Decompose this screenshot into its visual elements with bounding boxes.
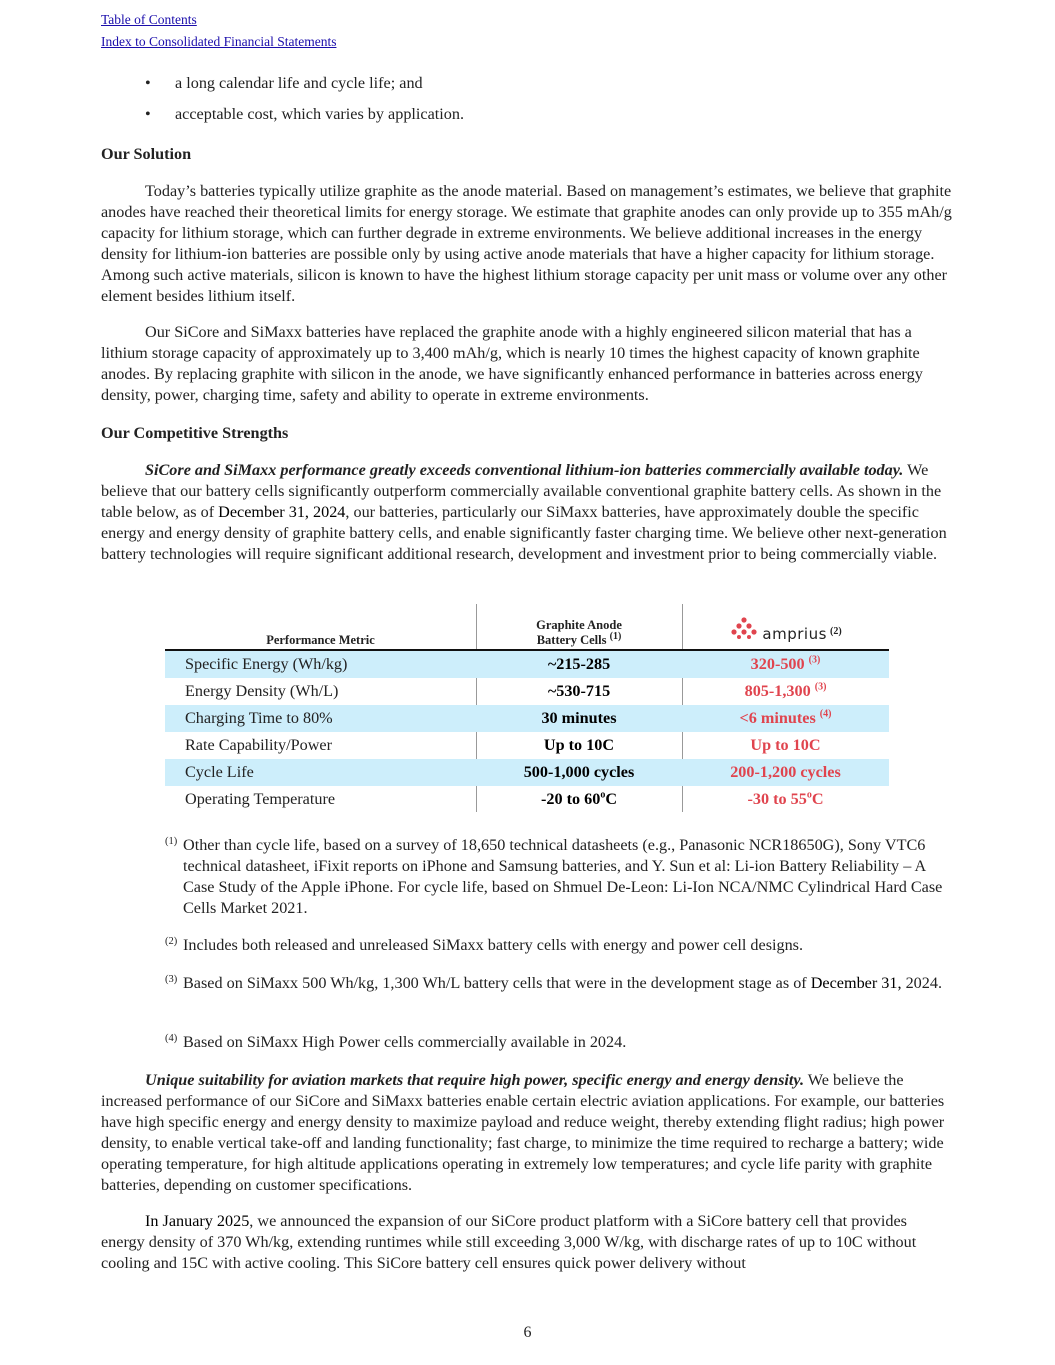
table-row	[165, 732, 889, 759]
header-line: Battery Cells	[536, 633, 607, 647]
date-text: December 31,	[810, 974, 902, 992]
cell-value: -20 to 60	[540, 790, 601, 808]
metric-cell: Operating Temperature	[185, 790, 336, 808]
list-item	[101, 104, 952, 135]
degree-mark: o	[806, 789, 812, 801]
date-text: December 31, 2024	[218, 503, 346, 521]
table-row	[165, 651, 889, 678]
cell-value: -30 to 55	[747, 790, 807, 808]
degree-mark: o	[600, 789, 606, 801]
footnote-ref: (1)	[609, 630, 622, 642]
footnote-number: (1)	[165, 836, 178, 847]
solution-paragraph-1	[101, 181, 952, 307]
amprius-cell	[682, 762, 889, 783]
paragraph-text	[101, 1211, 952, 1274]
footnote-text: Other than cycle life, based on a survey of 18,650 technical datasheets (e.g., Panasonic NCR18650G), Sony VTC6 technical datasheet, iFixit reports on iPhone and Samsung batteries, and Y. Sun et al: Li-ion Battery Reliability – A Case Study of the Apple iPhone. For cycle life, based on Shmuel De-Leon: Li-Ion NCA/NMC Cylindrical Hard Case Cells Market 2021.	[183, 836, 943, 917]
index-financial-statements-link[interactable]: Index to Consolidated Financial Statements	[101, 34, 337, 49]
strengths-paragraph	[101, 460, 952, 565]
header-amprius	[682, 617, 889, 643]
footnote-4	[165, 1032, 952, 1053]
cell-value: 200-1,200 cycles	[730, 763, 841, 781]
amprius-cell	[682, 789, 889, 810]
cell-unit: C	[811, 790, 824, 808]
lead-sentence: Unique suitability for aviation markets that require high power, specific energy and energy density.	[145, 1071, 805, 1089]
bullet-marker: •	[145, 105, 151, 123]
metric-cell: Rate Capability/Power	[185, 736, 333, 754]
header-line: Graphite Anode	[536, 618, 622, 632]
footnote-number: (2)	[165, 936, 178, 947]
footnote-text: Based on SiMaxx High Power cells commercially available in 2024.	[183, 1033, 627, 1051]
paragraph-fragment: , we announced the expansion of our SiCore product platform with a SiCore battery cell that provides energy density of 370 Wh/kg, extending runtimes while still exceeding 3,000 W/kg, with discharge rates of up to 10C without cooling and 15C with active cooling. This SiCore battery cell ensures quick power delivery without	[101, 1212, 917, 1272]
footnote-number: (4)	[165, 1033, 178, 1044]
paragraph-text: Today’s batteries typically utilize graphite as the anode material. Based on management’s estimates, we believe that graphite anodes have reached their theoretical limits for energy storage. We estimate that graphite anodes can only provide up to 355 mAh/g capacity for lithium storage, which can further degrade in extreme environments. We believe additional increases in the energy density for lithium-ion batteries are possible only by using active anode materials that have a higher capacity for lithium storage. Among such active materials, silicon is known to have the highest lithium storage capacity per unit mass or volume over any other element besides lithium itself.	[101, 182, 952, 305]
metric-cell: Specific Energy (Wh/kg)	[185, 655, 348, 673]
footnote-text: Includes both released and unreleased SiMaxx battery cells with energy and power cell designs.	[183, 936, 804, 954]
list-item	[101, 73, 952, 104]
paragraph-fragment: , our batteries, particularly our SiMaxx batteries, have approximately double the specific energy and energy density of graphite battery cells, and enable significantly faster charging time. We believe other next-generation battery technologies will require significant additional research, development and investment prior to being commercially viable.	[101, 503, 947, 563]
footnote-fragment: 2024.	[905, 974, 942, 992]
january-paragraph	[101, 1211, 952, 1274]
amprius-cell	[682, 708, 889, 729]
footnote-3	[165, 973, 952, 994]
bullet-marker: •	[145, 74, 151, 92]
amprius-cell	[682, 681, 889, 702]
footnote-number: (3)	[165, 974, 178, 985]
performance-comparison-table	[165, 604, 889, 813]
footnote-1	[165, 835, 952, 919]
lead-sentence: SiCore and SiMaxx performance greatly exceeds conventional lithium-ion batteries commercially available today.	[145, 461, 904, 479]
graphite-cell: ~215-285	[547, 655, 611, 673]
footnote-ref: (4)	[819, 708, 832, 720]
footnote-fragment: Based on SiMaxx 500 Wh/kg, 1,300 Wh/L battery cells that were in the development stage as of	[183, 974, 811, 992]
graphite-cell: 500-1,000 cycles	[523, 763, 635, 781]
solution-paragraph-2	[101, 322, 952, 406]
graphite-cell: Up to 10C	[543, 736, 615, 754]
footnote-2	[165, 935, 952, 956]
cell-value: Up to 10C	[750, 736, 821, 754]
table-row	[165, 678, 889, 705]
section-heading-solution: Our Solution	[101, 145, 192, 163]
bullet-list	[101, 73, 952, 135]
amprius-cell	[682, 735, 889, 756]
paragraph-text	[101, 460, 952, 565]
paragraph-fragment: We believe the increased performance of our SiCore and SiMaxx batteries enable certain electric aviation applications. For example, our batteries have high specific energy and energy density to maximize payload and reduce weight, thereby extending flight radius; high power density, to enable vertical take-off and landing functionality; fast charge, to minimize the time required to recharge a battery; wide operating temperature, for high altitude applications operating in extremely low temperatures; and cycle life parity with graphite batteries, depending on customer specifications.	[101, 1071, 945, 1194]
paragraph-text	[101, 1070, 952, 1196]
cell-unit: C	[605, 790, 618, 808]
footnote-ref: (3)	[808, 654, 821, 666]
footnote-ref: (2)	[830, 625, 842, 637]
table-header	[165, 604, 889, 651]
header-graphite	[476, 618, 682, 648]
graphite-cell	[476, 789, 682, 810]
table-row	[165, 759, 889, 786]
bullet-text: a long calendar life and cycle life; and	[175, 74, 423, 92]
header-performance-metric: Performance Metric	[266, 633, 375, 647]
cell-value: 805-1,300	[744, 682, 811, 700]
table-row	[165, 786, 889, 813]
footnote-ref: (3)	[814, 681, 827, 693]
amprius-cell	[682, 654, 889, 675]
table-of-contents-link[interactable]: Table of Contents	[101, 12, 197, 27]
cell-value: <6 minutes	[739, 709, 816, 727]
footnote-text	[165, 973, 952, 994]
graphite-cell: ~530-715	[547, 682, 611, 700]
date-text: In January 2025	[145, 1212, 250, 1230]
amprius-dots-icon	[729, 617, 759, 639]
bullet-text: acceptable cost, which varies by application.	[175, 105, 465, 123]
section-heading-strengths: Our Competitive Strengths	[101, 424, 289, 442]
graphite-cell: 30 minutes	[541, 709, 617, 727]
amprius-wordmark: amprius	[762, 625, 827, 643]
cell-value: 320-500	[750, 655, 805, 673]
metric-cell: Charging Time to 80%	[185, 709, 333, 727]
paragraph-fragment: We believe that our battery cells significantly outperform commercially available conventional graphite battery cells. As shown in the table below, as of	[101, 461, 942, 521]
paragraph-text: Our SiCore and SiMaxx batteries have replaced the graphite anode with a highly engineered silicon material that has a lithium storage capacity of approximately up to 3,400 mAh/g, which is nearly 10 times the highest capacity of known graphite anodes. By replacing graphite with silicon in the anode, we have significantly enhanced performance in batteries across energy density, power, charging time, safety and ability to operate in extreme environments.	[101, 323, 923, 404]
metric-cell: Energy Density (Wh/L)	[185, 682, 339, 700]
aviation-paragraph	[101, 1070, 952, 1196]
table-row	[165, 705, 889, 732]
amprius-logo	[729, 617, 759, 639]
page-number: 6	[523, 1324, 532, 1341]
metric-cell: Cycle Life	[185, 763, 254, 781]
